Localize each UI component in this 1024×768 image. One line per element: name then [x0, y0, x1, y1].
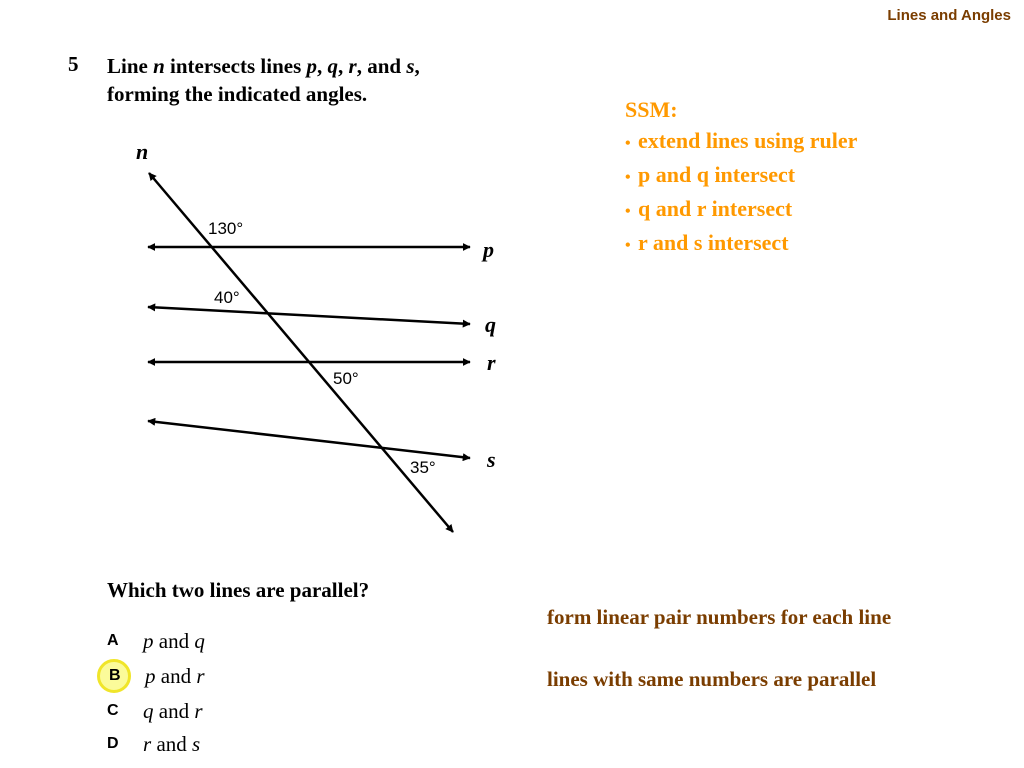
choice-d[interactable]: [107, 731, 200, 757]
label-r: r: [487, 350, 496, 375]
choice-letter: B: [109, 667, 121, 684]
label-s: s: [487, 447, 496, 472]
line-s: [148, 421, 470, 458]
ssm-item: • r and s intersect: [625, 227, 857, 261]
ssm-item: • p and q intersect: [625, 159, 857, 193]
note-parallel-rule: lines with same numbers are parallel: [547, 667, 877, 691]
question-stem: [107, 52, 567, 108]
ssm-heading: SSM:: [625, 97, 678, 122]
ssm-item: • extend lines using ruler: [625, 125, 857, 159]
line-n: [149, 173, 453, 532]
ssm-list: [625, 125, 857, 261]
choice-text: p and q: [143, 628, 205, 653]
choice-letter: A: [107, 632, 119, 649]
angle-label-r: 50°: [333, 369, 359, 388]
angle-label-p: 130°: [208, 219, 244, 238]
note-linear-pair: form linear pair numbers for each line: [547, 605, 892, 629]
question-number: 5: [68, 52, 79, 76]
label-q: q: [485, 312, 496, 337]
choice-letter: D: [107, 735, 119, 752]
choice-a[interactable]: [107, 628, 205, 654]
question-prompt: Which two lines are parallel?: [107, 578, 370, 602]
line-q: [148, 307, 470, 324]
ssm-notes: [625, 94, 857, 261]
lines-diagram: [120, 135, 520, 545]
choice-text: r and s: [143, 731, 201, 756]
choice-text: p and r: [145, 663, 205, 688]
choice-c[interactable]: [107, 698, 203, 724]
label-n: n: [136, 139, 149, 164]
choice-text: q and r: [143, 698, 203, 723]
choice-b[interactable]: [107, 663, 205, 689]
ssm-item: • q and r intersect: [625, 193, 857, 227]
slide-title: Lines and Angles: [887, 7, 1011, 24]
stem-line-2: forming the indicated angles.: [107, 82, 368, 106]
choice-letter: C: [107, 702, 119, 719]
angle-label-s: 35°: [410, 458, 436, 477]
angle-label-q: 40°: [214, 288, 240, 307]
stem-line-1: Line n intersects lines p, q, r, and s,: [107, 54, 420, 78]
label-p: p: [483, 237, 494, 262]
